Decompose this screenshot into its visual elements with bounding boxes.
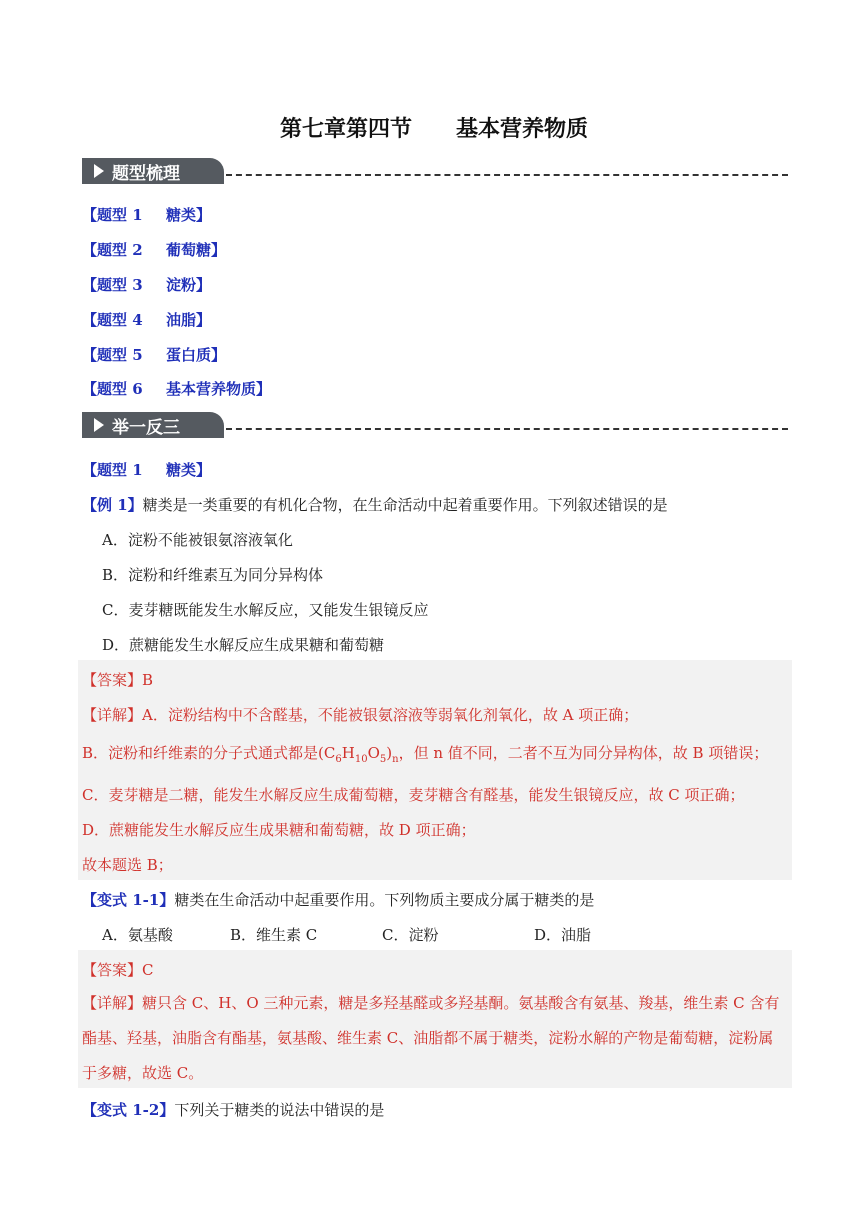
play-triangle-icon: [94, 418, 104, 432]
toc-item[interactable]: 【题型 2 葡萄糖】: [82, 241, 227, 259]
answer: 【答案】C: [82, 961, 154, 979]
option-c: C．麦芽糖既能发生水解反应，又能发生银镜反应: [102, 601, 429, 619]
detail-a: 【详解】A．淀粉结构中不含醛基，不能被银氨溶液等弱氧化剂氧化，故 A 项正确；: [82, 706, 639, 724]
toc-item[interactable]: 【题型 3 淀粉】: [82, 276, 212, 294]
toc-item[interactable]: 【题型 1 糖类】: [82, 206, 212, 224]
answer-block: [78, 660, 792, 880]
dashed-divider: [226, 174, 788, 176]
section-heading: 【题型 1 糖类】: [82, 461, 212, 479]
banner-label: 举一反三: [112, 417, 180, 438]
option-c: C．淀粉: [382, 926, 439, 944]
option-b: B．维生素 C: [230, 926, 318, 944]
play-triangle-icon: [94, 164, 104, 178]
section-banner-practice: [82, 412, 788, 440]
toc-item[interactable]: 【题型 4 油脂】: [82, 311, 212, 329]
detail: 【详解】糖只含 C、H、O 三种元素，糖是多羟基醛或多羟基酮。氨基酸含有氨基、羧基，维生素 C 含有酯基、羟基，油脂含有酯基，氨基酸、维生素 C、油脂都不属于糖类，淀粉水解的产物是葡萄糖，淀粉属于多糖，故选 C。: [82, 994, 780, 1082]
page-title: 第七章第四节 基本营养物质: [279, 116, 588, 142]
answer: 【答案】B: [82, 671, 154, 689]
question-example-1: 【例 1】糖类是一类重要的有机化合物，在生命活动中起着重要作用。下列叙述错误的是: [82, 496, 668, 514]
question-variant-1-2: 【变式 1-2】下列关于糖类的说法中错误的是: [82, 1101, 385, 1119]
toc-item[interactable]: 【题型 5 蛋白质】: [82, 346, 227, 364]
option-a: A．氨基酸: [102, 926, 173, 944]
section-banner-summary: [82, 158, 788, 186]
question-variant-1-1: 【变式 1-1】糖类在生命活动中起重要作用。下列物质主要成分属于糖类的是: [82, 891, 595, 909]
option-d: D．油脂: [534, 926, 592, 944]
chemical-formula: $(C_6H_{10}O_5)_n$: [318, 744, 399, 765]
toc-item[interactable]: 【题型 6 基本营养物质】: [82, 380, 272, 398]
conclusion: 故本题选 B；: [82, 856, 173, 874]
option-d: D．蔗糖能发生水解反应生成果糖和葡萄糖: [102, 636, 385, 654]
options-row: [102, 924, 591, 945]
detail-b: B．淀粉和纤维素的分子式通式都是$(C_6H_{10}O_5)_n$，但 n 值不同，二者不互为同分异构体，故 B 项错误；: [82, 744, 769, 765]
dashed-divider: [226, 428, 788, 430]
option-a: A．淀粉不能被银氨溶液氧化: [102, 531, 293, 549]
detail-c: C．麦芽糖是二糖，能发生水解反应生成葡萄糖，麦芽糖含有醛基，能发生银镜反应，故 C 项正确；: [82, 786, 745, 804]
option-b: B．淀粉和纤维素互为同分异构体: [102, 566, 324, 584]
detail-d: D．蔗糖能发生水解反应生成果糖和葡萄糖，故 D 项正确；: [82, 821, 476, 839]
banner-label: 题型梳理: [112, 163, 180, 184]
